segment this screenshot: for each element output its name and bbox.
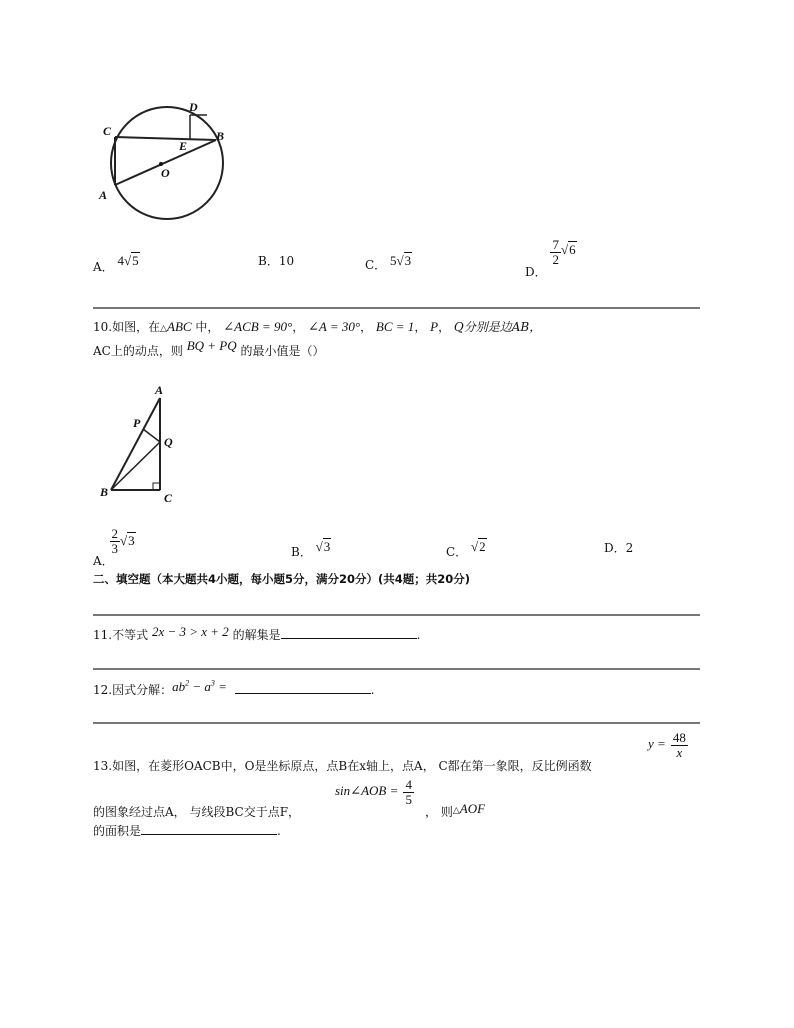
math: ∠ACB = 90° [223,319,293,334]
numerator: 7 [552,237,559,252]
coef: 4 [117,253,124,268]
text: 因式分解： [112,683,173,697]
text: 的解集是 [232,628,281,642]
divider [93,307,700,309]
math: ∠A = 30° [308,319,361,334]
q13-line2 [93,803,300,820]
label-e: E [179,139,188,153]
radicand: 3 [404,253,412,268]
question-number: 13. [93,759,113,773]
label-b: B [100,485,109,499]
radicand: 3 [128,533,135,548]
q10-option-d [604,539,633,556]
q13-sin [335,778,414,807]
numerator: 4 [405,777,412,792]
sqrt-expr: √2 [471,539,486,554]
segment-pq [143,429,160,442]
math: BQ + PQ [186,338,237,353]
q13-line1 [93,757,592,774]
radicand: 3 [323,539,331,554]
sqrt-expr: √6 [560,242,576,257]
math: y = [648,736,666,751]
option-value: 2 [625,541,634,555]
label-c: C [103,124,112,138]
math: AOF [459,801,486,816]
side-ab [111,398,160,490]
sqrt-expr: 5√3 [390,253,412,268]
q11 [93,626,420,643]
section-title: 二、填空题（本大题共4小题，每小题5分，满分20分）(共4题；共20分) [93,572,471,586]
option-letter: C． [365,258,387,272]
label-a: A [155,383,164,397]
text: Q分别是边AB， [453,320,542,334]
q9-option-c [365,252,412,272]
denominator: 2 [552,252,559,267]
label-a: A [99,188,108,202]
label-b: B [216,129,225,143]
exponent: 3 [210,678,215,688]
math: P [430,319,439,334]
text: ， 则 [425,805,453,819]
denominator: 3 [111,541,118,556]
triangle-symbol: △ [160,324,168,334]
triangle-symbol: △ [452,806,460,816]
radicand: 5 [132,253,139,268]
numerator: 2 [111,526,118,541]
divider [93,614,700,616]
option-letter: D． [604,541,626,555]
text: 的图象经过点A， 与线段BC交于点F， [93,805,301,819]
numerator: 48 [672,730,686,745]
sqrt-expr: √3 [120,533,135,548]
answer-blank[interactable] [141,822,277,835]
label-q: Q [164,435,173,449]
q10-line1: 10.如图，在△ABC 中， ∠ACB = 90°， ∠A = 30°， BC = 1， P， Q分别是边AB， [93,319,542,334]
option-letter: D． [525,265,547,279]
right-angle-mark [153,483,160,490]
q9-option-d [525,237,577,279]
text: 中， [195,320,220,334]
fraction [671,731,688,760]
coef: 5 [390,253,397,268]
exponent: 2 [185,678,190,688]
label-o: O [161,166,170,180]
circle-shape [111,107,223,219]
text: 不等式 [112,628,149,642]
answer-blank[interactable] [281,626,417,639]
text: 的最小值是（） [240,344,325,358]
question-number: 12. [93,683,113,697]
math: BC = 1 [375,319,415,334]
q12 [93,678,375,698]
option-letter: B． [291,545,312,559]
label-d: D [189,100,198,114]
math-part: = [214,679,227,694]
q13-line3 [93,822,281,839]
fraction [403,778,414,807]
q9-circle-figure [95,95,235,225]
q9-option-b [258,252,294,269]
text: 如图，在 [112,320,161,334]
denominator: x [676,745,683,760]
text: 的面积是 [93,824,142,838]
option-letter: A． [93,554,114,568]
radicand: 2 [479,539,486,554]
math: 2x − 3 > x + 2 [151,624,229,639]
question-number: 10. [93,320,113,334]
q10-option-a [93,526,136,568]
sqrt-expr: √3 [315,539,331,554]
chord-cb [115,137,216,140]
label-p: P [133,416,141,430]
q9-option-a [93,252,140,274]
label-c: C [164,491,173,505]
option-letter: B． [258,254,279,268]
question-number: 11. [93,628,113,642]
math-part: − a [189,679,211,694]
option-letter: C． [446,545,468,559]
math [172,679,227,694]
divider [93,722,700,724]
math: sin∠AOB = [335,783,399,798]
q10-option-c [446,538,487,559]
q10-line2 [93,338,325,359]
option-value: 10 [278,254,295,268]
text: AC上的动点，则 [93,344,183,358]
q10-triangle-figure [96,380,186,510]
q13-line2-end [425,800,485,817]
math: ABC [167,319,192,334]
text: . [370,683,375,697]
math-part: ab [172,679,186,694]
divider [93,668,700,670]
option-letter: A． [93,260,114,274]
q13-function [648,731,688,760]
text: . [277,824,281,838]
sqrt-expr: 4√5 [117,253,139,268]
fraction [110,527,121,556]
answer-blank[interactable] [235,681,371,694]
text: . [416,628,421,642]
denominator: 5 [405,792,412,807]
q10-option-b [291,538,331,559]
radicand: 6 [569,242,576,257]
text: 如图，在菱形OACB中，O是坐标原点，点B在x轴上，点A， C都在第一象限，反比例函数 [112,759,592,773]
fraction [550,238,561,267]
